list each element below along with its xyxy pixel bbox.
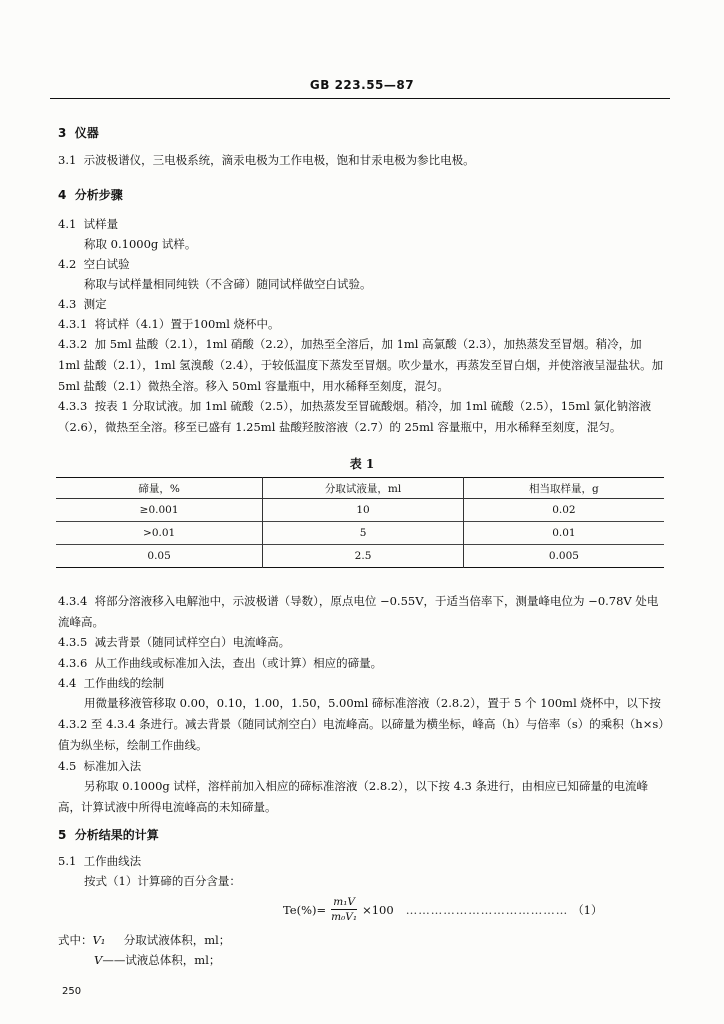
section-4-title: 分析步骤: [74, 188, 123, 202]
column-header-equivalent-sample: 相当取样量，g: [463, 478, 664, 499]
equation-fraction: [329, 895, 359, 924]
clause-4-3-3-text: 按表 1 分取试液。加 1ml 硫酸（2.5），加热蒸发至冒硫酸烟。稍冷，加 1ml 硫酸（2.5），15ml 氯化钠溶液（2.6），微热至全溶。移至已盛有 1.25ml 盐酸羟胺溶液（2.7）的 25ml 容量瓶中，用水稀释至刻度，混匀。: [58, 399, 652, 434]
equation-lhs: Te(%)=: [283, 902, 327, 917]
variable-dash: ——: [102, 953, 126, 967]
clause-4-3-1-text: 将试样（4.1）置于100ml 烧杯中。: [94, 317, 280, 331]
variable-description: 分取试液体积，ml；: [123, 933, 231, 947]
table-row: [56, 545, 664, 568]
section-3-heading: [58, 124, 99, 141]
clause-4-4-title: 工作曲线的绘制: [83, 676, 165, 690]
column-header-aliquot-volume: 分取试液量，ml: [263, 478, 464, 499]
clause-4-3-4: [58, 591, 666, 633]
clause-4-5-heading: [58, 756, 141, 776]
where-line-1: [58, 930, 230, 950]
clause-4-3-5: [58, 632, 290, 652]
clause-3-1: [58, 150, 475, 170]
clause-4-3-6-text: 从工作曲线或标准加入法，查出（或计算）相应的碲量。: [94, 656, 383, 670]
clause-4-3-2-text: 加 5ml 盐酸（2.1），1ml 硝酸（2.2），加热至全溶后，加 1ml 高氯酸（2.3），加热蒸发至冒烟。稍冷，加 1ml 盐酸（2.1），1ml 氢溴酸（2.4），于较低温度下蒸发至冒烟。吹少量水，再蒸发至冒白烟，并使溶液呈湿盐状。加 5ml 盐酸（2.1）微热全溶。移入 50ml 容量瓶中，用水稀释至刻度，混匀。: [58, 337, 664, 393]
table-row: [56, 499, 664, 522]
clause-4-3-2: [58, 334, 666, 397]
clause-4-1-title: 试样量: [83, 217, 119, 231]
clause-4-4-body: 用微量移液管移取 0.00，0.10，1.00，1.50，5.00ml 碲标准溶液（2.8.2），置于 5 个 100ml 烧杯中，以下按 4.3.2 至 4.3.4 条进行。减去背景（随同试剂空白）电流峰高。以碲量为横坐标，峰高（h）与倍率（s）的乘积（h×s）值为纵坐标，绘制工作曲线。: [58, 696, 664, 752]
clause-5-1-heading: [58, 851, 141, 871]
table-cell: 5: [263, 522, 464, 545]
clause-4-2-number: 4.2: [58, 257, 77, 271]
table-header-row: [56, 478, 664, 499]
where-line-2: [94, 950, 220, 970]
clause-4-5-number: 4.5: [58, 759, 77, 773]
clause-4-3-number: 4.3: [58, 297, 77, 311]
header-rule: [50, 98, 670, 99]
section-3-number: 3: [58, 126, 67, 140]
page-header: GB 223.55—87: [309, 78, 415, 92]
variable-symbol: V: [94, 953, 103, 967]
clause-4-3-title: 测定: [83, 297, 107, 311]
table-cell: >0.01: [143, 527, 176, 539]
section-5-title: 分析结果的计算: [74, 828, 159, 842]
clause-4-3-6-number: 4.3.6: [58, 656, 88, 670]
equation-numerator: m₁V: [333, 896, 355, 908]
variable-symbol: V₁: [92, 933, 106, 947]
section-5-heading: [58, 826, 159, 843]
table-1: [56, 477, 664, 568]
table-cell: 0.01: [463, 522, 664, 545]
equation-denominator: m₀V₁: [331, 911, 358, 923]
clause-4-3-1: [58, 314, 280, 334]
clause-4-3-4-number: 4.3.4: [58, 594, 88, 608]
clause-4-3-heading: [58, 294, 107, 314]
clause-4-3-1-number: 4.3.1: [58, 317, 88, 331]
section-4-number: 4: [58, 188, 67, 202]
equation-1: [283, 895, 603, 924]
equation-leader-dots: …………………………………: [405, 902, 569, 917]
clause-4-2-body: 称取与试样量相同纯铁（不含碲）随同试样做空白试验。: [84, 277, 372, 291]
clause-4-3-3-number: 4.3.3: [58, 399, 88, 413]
table-cell: ≥0.001: [139, 504, 179, 516]
clause-3-1-number: 3.1: [58, 153, 77, 167]
table-row: [56, 522, 664, 545]
section-3-title: 仪器: [74, 126, 99, 140]
clause-4-2-title: 空白试验: [83, 257, 130, 271]
equation-number: （1）: [572, 902, 603, 917]
clause-4-3-6: [58, 653, 382, 673]
table-cell: 10: [263, 499, 464, 522]
clause-4-3-2-number: 4.3.2: [58, 337, 88, 351]
table-1-caption: 表 1: [349, 457, 375, 471]
clause-4-1-body: 称取 0.1000g 试样。: [84, 237, 197, 251]
clause-4-4-heading: [58, 673, 164, 693]
page-number: 250: [62, 986, 82, 997]
clause-4-3-5-text: 减去背景（随同试样空白）电流峰高。: [94, 635, 291, 649]
clause-4-3-3: [58, 396, 666, 438]
clause-4-1-heading: [58, 214, 118, 234]
table-cell: 0.005: [463, 545, 664, 568]
equation-rhs: ×100: [362, 902, 394, 917]
where-prefix: 式中：: [58, 933, 93, 947]
clause-4-3-5-number: 4.3.5: [58, 635, 88, 649]
table-cell: 0.02: [463, 499, 664, 522]
clause-4-2-heading: [58, 254, 130, 274]
section-4-heading: [58, 186, 123, 203]
column-header-te-content: 碲量，%: [138, 482, 180, 495]
clause-5-1-number: 5.1: [58, 854, 77, 868]
clause-4-4-number: 4.4: [58, 676, 77, 690]
clause-4-3-4-text: 将部分溶液移入电解池中，示波极谱（导数），原点电位 −0.55V，于适当倍率下，测量峰电位为 −0.78V 处电流峰高。: [58, 594, 659, 629]
clause-4-5-body: 另称取 0.1000g 试样，溶样前加入相应的碲标准溶液（2.8.2），以下按 4.3 条进行，由相应已知碲量的电流峰高，计算试液中所得电流峰高的未知碲量。: [58, 779, 649, 814]
clause-5-1-title: 工作曲线法: [83, 854, 142, 868]
clause-5-1-body: 按式（1）计算碲的百分含量：: [84, 874, 241, 888]
section-5-number: 5: [58, 828, 67, 842]
table-cell: 2.5: [263, 545, 464, 568]
clause-4-5-title: 标准加入法: [83, 759, 142, 773]
table-cell: 0.05: [147, 550, 171, 562]
variable-description: 试液总体积，ml；: [125, 953, 221, 967]
clause-4-1-number: 4.1: [58, 217, 77, 231]
clause-3-1-text: 示波极谱仪，三电极系统，滴汞电极为工作电极，饱和甘汞电极为参比电极。: [83, 153, 475, 167]
